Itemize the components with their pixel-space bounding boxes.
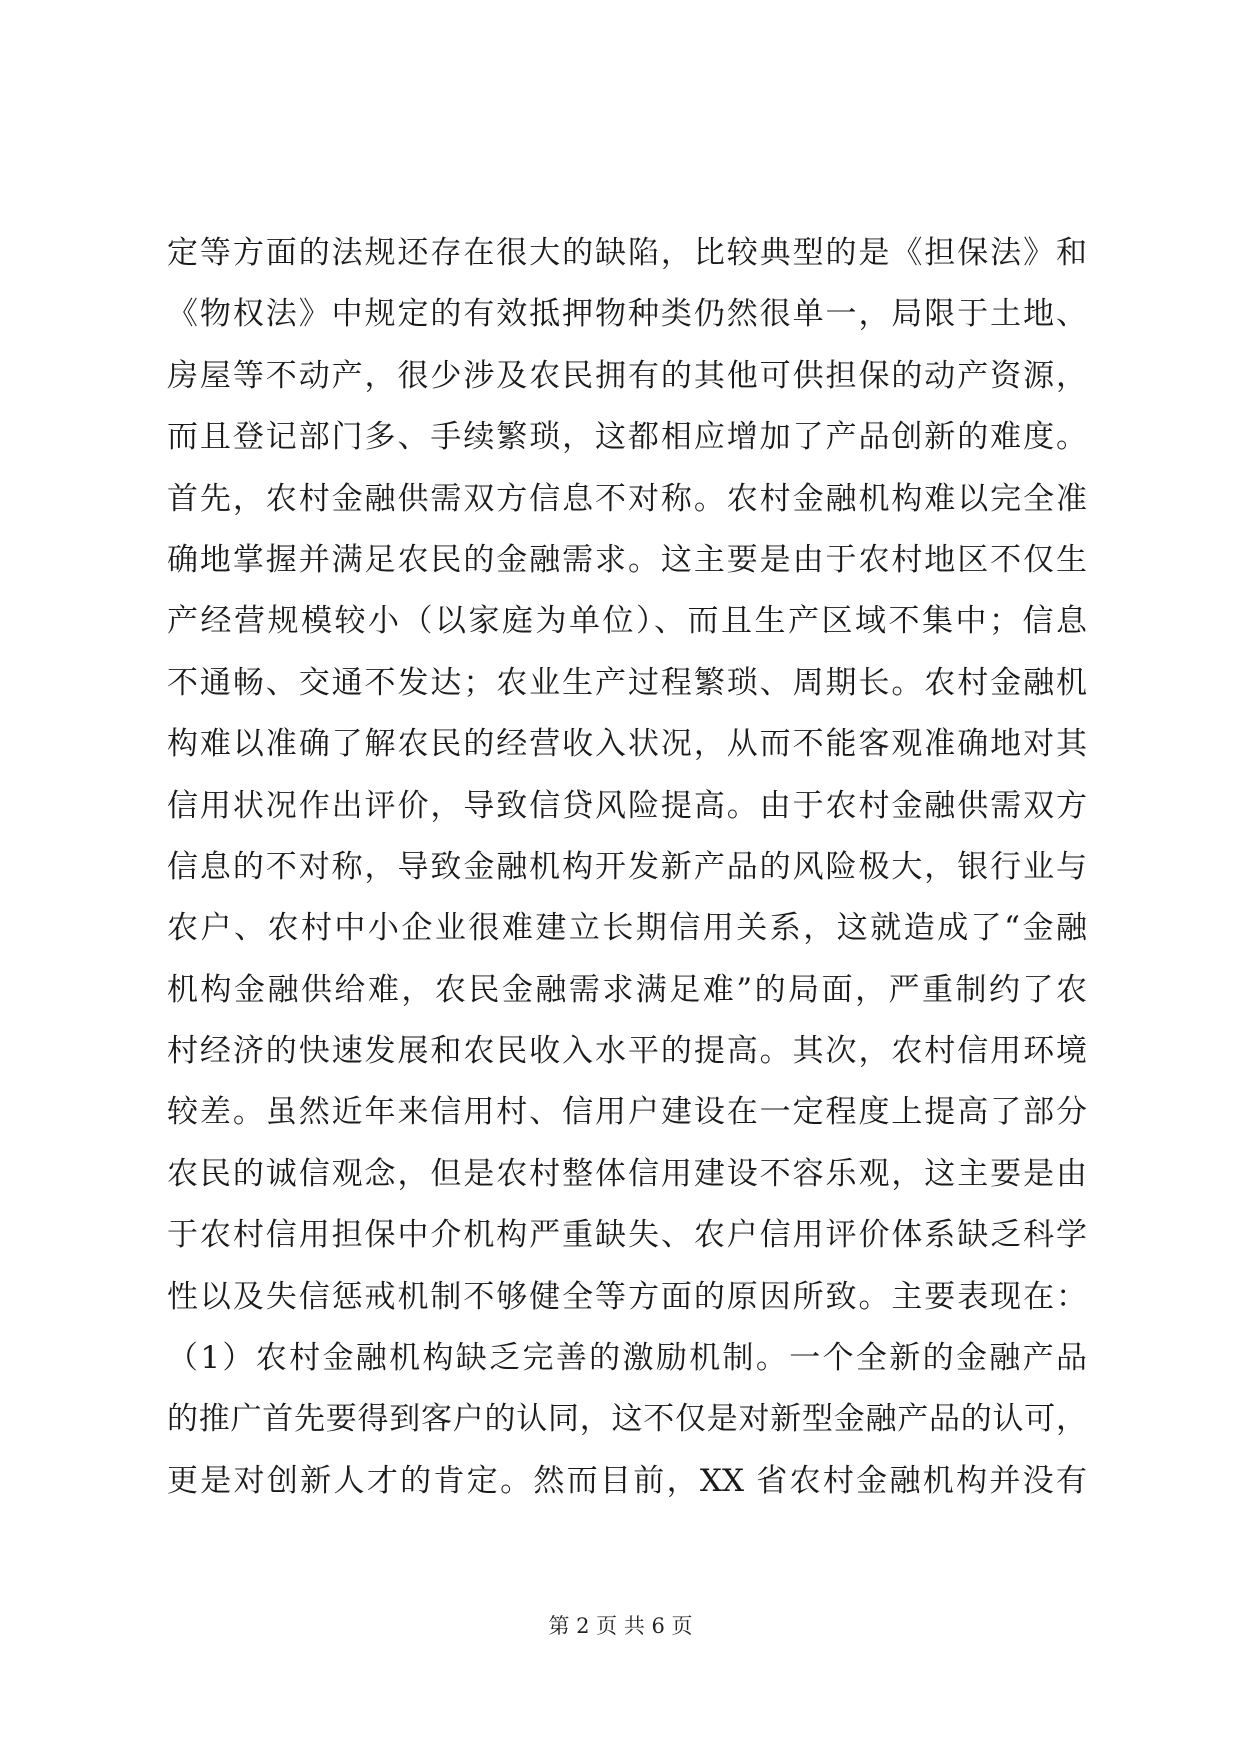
text-line: 不通畅、交通不发达；农业生产过程繁琐、周期长。农村金融机: [167, 664, 1087, 701]
text-line: 于农村信用担保中介机构严重缺失、农户信用评价体系缺乏科学: [167, 1217, 1087, 1254]
text-line: 性以及失信惩戒机制不够健全等方面的原因所致。主要表现在：: [167, 1278, 1087, 1315]
text-line: 首先，农村金融供需双方信息不对称。农村金融机构难以完全准: [167, 480, 1087, 517]
text-line: 村经济的快速发展和农民收入水平的提高。其次，农村信用环境: [167, 1033, 1087, 1070]
text-line: 构难以准确了解农民的经营收入状况，从而不能客观准确地对其: [167, 726, 1087, 763]
text-line: 更是对创新人才的肯定。然而目前，XX 省农村金融机构并没有: [167, 1462, 1087, 1499]
text-line: 的推广首先要得到客户的认同，这不仅是对新型金融产品的认可，: [167, 1401, 1087, 1438]
text-line: 信用状况作出评价，导致信贷风险提高。由于农村金融供需双方: [167, 787, 1087, 824]
text-line: 而且登记部门多、手续繁琐，这都相应增加了产品创新的难度。: [167, 419, 1087, 456]
page-footer: [0, 1610, 1241, 1640]
text-line: （1）农村金融机构缺乏完善的激励机制。一个全新的金融产品: [167, 1340, 1087, 1377]
body-text: [167, 223, 1087, 1512]
text-line: 产经营规模较小（以家庭为单位）、而且生产区域不集中；信息: [167, 603, 1087, 640]
text-line: 定等方面的法规还存在很大的缺陷，比较典型的是《担保法》和: [167, 235, 1087, 271]
text-line: 信息的不对称，导致金融机构开发新产品的风险极大，银行业与: [167, 848, 1087, 885]
text-line: 机构金融供给难，农民金融需求满足难”的局面，严重制约了农: [167, 971, 1087, 1008]
page-number-label: 第 2 页 共 6 页: [548, 1614, 693, 1638]
text-line: 农民的诚信观念，但是农村整体信用建设不容乐观，这主要是由: [167, 1155, 1087, 1192]
text-line: 房屋等不动产，很少涉及农民拥有的其他可供担保的动产资源，: [167, 357, 1087, 394]
text-line: 确地掌握并满足农民的金融需求。这主要是由于农村地区不仅生: [167, 541, 1087, 578]
text-line: 《物权法》中规定的有效抵押物种类仍然很单一，局限于土地、: [167, 296, 1087, 333]
text-line: 农户、农村中小企业很难建立长期信用关系，这就造成了“金融: [167, 910, 1087, 947]
text-line: 较差。虽然近年来信用村、信用户建设在一定程度上提高了部分: [167, 1094, 1087, 1131]
